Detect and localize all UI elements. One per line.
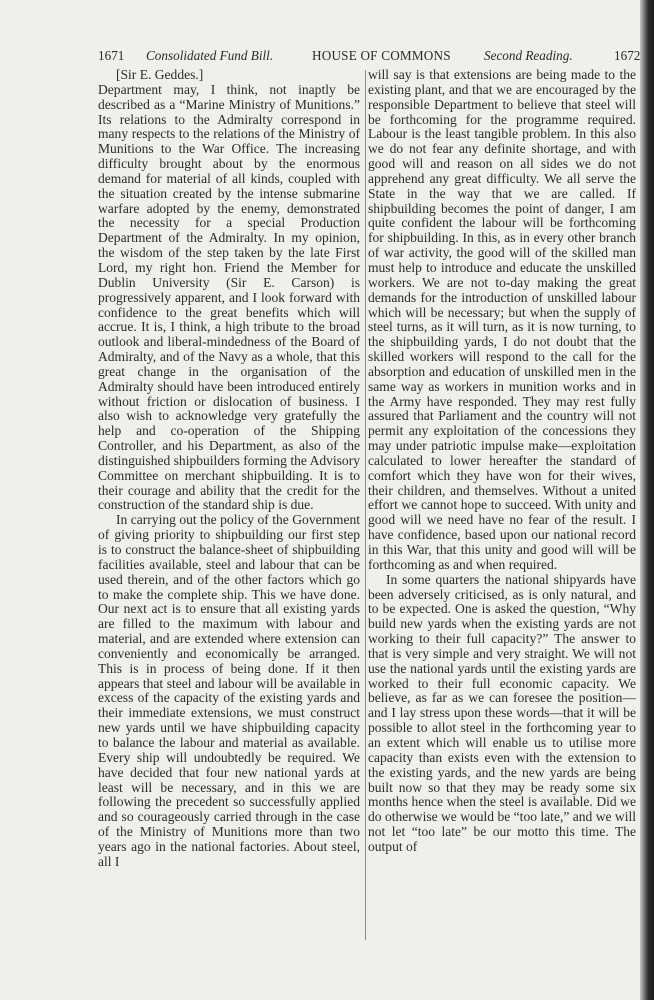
right-column	[368, 68, 636, 855]
column-divider	[365, 70, 366, 940]
reading-stage: Second Reading.	[484, 48, 573, 63]
binding-edge	[640, 0, 654, 1000]
right-paragraph-2: In some quarters the national shipyards have been adversely criticised, as is only natural, and to be expected. One is asked the question, “Why build new yards when the existing yards are not working to their full capacity?” The answer to that is very simple and very straight. We will not use the national yards until the existing yards are worked to their full economic capacity. We believe, as far as we can foresee the position—and I lay stress upon these words—that it will be possible to allot steel in the forthcoming year to an extent which will enable us to utilise more capacity than exists even with the extension to the existing yards, and the new yards are being built now so that they may be ready some six months hence when the steel is available. Did we do otherwise we would be “too late,” and we will not let “too late” be our motto this time. The output of	[368, 571, 636, 854]
right-paragraph-1: will say is that extensions are being made to the existing plant, and that we are encouraged by the responsible Department to believe that steel will be forthcoming for the programme required. Labour is the least tangible problem. In this also we do not fear any definite shortage, and with good will and reason on all sides we do not apprehend any great difficulty. We all serve the State in the way that we are called. If shipbuilding becomes the point of danger, I am quite confident the labour will be forthcoming for shipbuilding. In this, as in every other branch of war activity, the good will of the skilled man must help to introduce and educate the unskilled workers. We are not to-day making the great demands for the introduction of unskilled labour which will be necessary; but when the supply of steel turns, as it will turn, as it is now turning, to the shipbuilding yards, I do not doubt that the skilled workers will respond to the call for the absorption and education of unskilled men in the same way as workers in munition works and in the Army have responded. They may rest fully assured that Parliament and the country will not permit any exploitation of the concessions they may under patriotic impulse make—exploitation calculated to lower hereafter the standard of comfort which they have won for their wives, their children, and themselves. Without a united effort we cannot hope to succeed. With unity and good will we need have no fear of the result. I have confidence, based upon our national record in this War, that this unity and good will will be forthcoming as and when required.	[368, 67, 636, 572]
page-number-right: 1672	[614, 48, 640, 63]
house-name: HOUSE OF COMMONS	[312, 48, 451, 63]
page-number-left: 1671	[98, 48, 125, 63]
left-column	[98, 68, 360, 870]
left-paragraph-1: Department may, I think, not inaptly be described as a “Marine Ministry of Munitions.” Its relations to the Admiralty correspond in many respects to the relations of the Ministry of Munitions to the War Office. The increasing difficulty brought about by the enormous demand for material of all kinds, coupled with the situation created by the intense submarine warfare adopted by the enemy, demonstrated the necessity for a special Production Department of the Admiralty. In my opinion, the wisdom of the step taken by the late First Lord, my right hon. Friend the Member for Dublin University (Sir E. Carson) is progressively apparent, and I look forward with confidence to the great benefits which will accrue. It is, I think, a high tribute to the broad outlook and liberal-mindedness of the Board of Admiralty, and of the Navy as a whole, that this great change in the organisation of the Admiralty should have been introduced entirely without friction or dislocation of business. I also wish to acknowledge very gratefully the help and co-operation of the Shipping Controller, and his Department, as also of the distinguished shipbuilders forming the Advisory Committee on merchant shipbuilding. It is to their courage and ability that the credit for the construction of the standard ship is due.	[98, 81, 360, 513]
speaker-attribution: [Sir E. Geddes.]	[116, 67, 204, 82]
left-paragraph-2: In carrying out the policy of the Government of giving priority to shipbuilding our first step is to construct the balance-sheet of shipbuilding facilities available, steel and labour that can be used therein, and of the other factors which go to make the complete ship. This we have done. Our next act is to ensure that all existing yards are filled to the maximum with labour and material, and are extended where extension can conveniently and economically be arranged. This is in process of being done. If it then appears that steel and labour will be available in excess of the capacity of the existing yards and their immediate extensions, we must construct new yards until we have shipbuilding capacity to balance the labour and material as available. Every ship will undoubtedly be required. We have decided that four new national yards at least will be necessary, and in this we are following the precedent so successfully applied and so courageously carried through in the case of the Ministry of Munitions more than two years ago in the national factories. About steel, all I	[98, 512, 360, 869]
bill-title: Consolidated Fund Bill.	[146, 48, 274, 63]
